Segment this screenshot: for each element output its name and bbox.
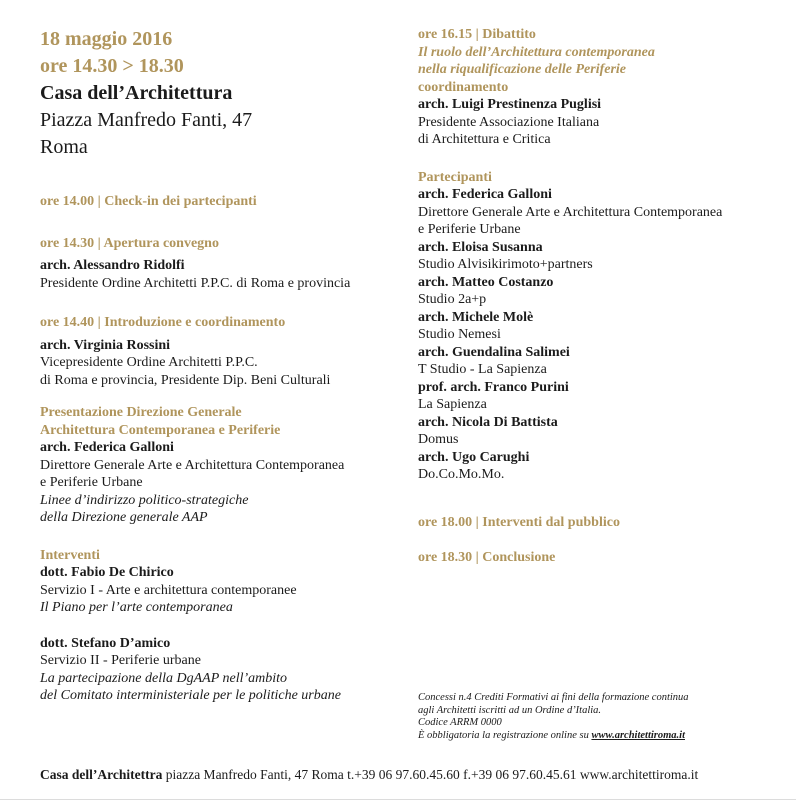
session-pubblico (418, 514, 788, 532)
speaker-name: dott. Fabio De Chirico (40, 565, 174, 580)
session-introduzione (40, 314, 408, 389)
credits-note (418, 692, 778, 742)
speaker-role: Servizio II - Periferie urbane (40, 653, 201, 668)
note-registration-text: È obbligatoria la registrazione online su (418, 729, 592, 741)
event-time-range: ore 14.30 > 18.30 (40, 55, 184, 77)
speaker-role: Presidente Associazione Italiana (418, 114, 600, 130)
speaker-role: e Periferie Urbane (40, 475, 143, 490)
speaker-name: arch. Federica Galloni (40, 440, 174, 455)
session-heading: ore 18.30 | Conclusione (418, 550, 556, 565)
session-heading: ore 14.30 | Apertura convegno (40, 235, 219, 251)
note-line: Codice ARRM 0000 (418, 717, 502, 728)
session-interventi-speaker2 (40, 635, 408, 705)
speaker-name: arch. Alessandro Ridolfi (40, 258, 185, 273)
participant-name: arch. Michele Molè (418, 309, 534, 325)
talk-title: del Comitato interministeriale per le politiche urbane (40, 688, 341, 703)
session-conclusione (418, 549, 788, 567)
participant-affiliation: La Sapienza (418, 397, 487, 412)
footer-venue-name: Casa dell’Architettra (40, 767, 163, 782)
session-heading: ore 18.00 | Interventi dal pubblico (418, 514, 620, 530)
speaker-role: di Architettura e Critica (418, 132, 551, 147)
session-heading: Interventi (40, 547, 100, 563)
speaker-name: arch. Luigi Prestinenza Puglisi (418, 97, 602, 112)
note-line: agli Architetti iscritti ad un Ordine d’Italia. (418, 704, 602, 716)
left-column (40, 26, 408, 705)
session-presentazione (40, 404, 408, 527)
speaker-name: dott. Stefano D’amico (40, 635, 171, 651)
session-apertura (40, 235, 408, 293)
session-subheading: coordinamento (418, 79, 509, 95)
talk-title: Linee d’indirizzo politico-strategiche (40, 492, 249, 508)
event-date: 18 maggio 2016 (40, 28, 173, 50)
venue-address: Piazza Manfredo Fanti, 47 (40, 109, 253, 131)
participant-affiliation: e Periferie Urbane (418, 222, 521, 237)
registration-link[interactable]: www.architettiroma.it (591, 729, 685, 741)
bottom-divider (0, 799, 796, 800)
note-line (418, 730, 778, 743)
talk-title: Il Piano per l’arte contemporanea (40, 600, 233, 615)
session-heading: ore 14.00 | Check-in dei partecipanti (40, 194, 257, 209)
session-dibattito (418, 26, 788, 149)
session-heading: Presentazione Direzione Generale (40, 405, 242, 420)
talk-title: della Direzione generale AAP (40, 510, 208, 525)
venue-city: Roma (40, 136, 88, 158)
participant-name: arch. Nicola Di Battista (418, 414, 558, 430)
participant-affiliation: Studio 2a+p (418, 292, 487, 307)
session-heading: Partecipanti (418, 169, 492, 185)
session-heading: ore 16.15 | Dibattito (418, 27, 536, 42)
talk-title: La partecipazione della DgAAP nell’ambito (40, 670, 288, 686)
event-header (40, 26, 408, 161)
speaker-role: Direttore Generale Arte e Architettura Contemporanea (40, 457, 345, 473)
session-interventi (40, 547, 408, 617)
participant-affiliation: Do.Co.Mo.Mo. (418, 467, 505, 482)
session-checkin (40, 193, 408, 211)
participant-name: arch. Ugo Carughi (418, 449, 530, 465)
participant-name: arch. Guendalina Salimei (418, 344, 570, 360)
speaker-role: di Roma e provincia, Presidente Dip. Beni Culturali (40, 372, 331, 388)
speaker-name: arch. Virginia Rossini (40, 337, 171, 353)
participant-affiliation: T Studio - La Sapienza (418, 362, 547, 377)
note-line: Concessi n.4 Crediti Formativi ai fini della formazione continua (418, 692, 689, 703)
speaker-role: Vicepresidente Ordine Architetti P.P.C. (40, 355, 258, 370)
participant-affiliation: Direttore Generale Arte e Architettura Contemporanea (418, 204, 723, 220)
speaker-role: Servizio I - Arte e architettura contemporanee (40, 582, 297, 598)
session-heading: ore 14.40 | Introduzione e coordinamento (40, 315, 286, 330)
talk-title: Il ruolo dell’Architettura contemporanea (418, 44, 655, 60)
speaker-role: Presidente Ordine Architetti P.P.C. di Roma e provincia (40, 275, 351, 291)
participant-name: arch. Eloisa Susanna (418, 239, 543, 255)
venue-name: Casa dell’Architettura (40, 82, 233, 104)
participant-name: arch. Federica Galloni (418, 187, 552, 202)
participant-name: prof. arch. Franco Purini (418, 379, 569, 395)
participant-affiliation: Domus (418, 432, 459, 447)
participant-affiliation: Studio Alvisikirimoto+partners (418, 257, 593, 272)
session-heading: Architettura Contemporanea e Periferie (40, 422, 281, 438)
talk-title: nella riqualificazione delle Periferie (418, 62, 627, 77)
right-column (418, 26, 788, 567)
participants-list (418, 169, 788, 484)
participant-name: arch. Matteo Costanzo (418, 274, 554, 290)
footer-contact-details: piazza Manfredo Fanti, 47 Roma t.+39 06 97.60.45.60 f.+39 06 97.60.45.61 www.architettiroma.it (162, 767, 699, 782)
footer-contact-line (40, 767, 790, 783)
participant-affiliation: Studio Nemesi (418, 327, 501, 342)
